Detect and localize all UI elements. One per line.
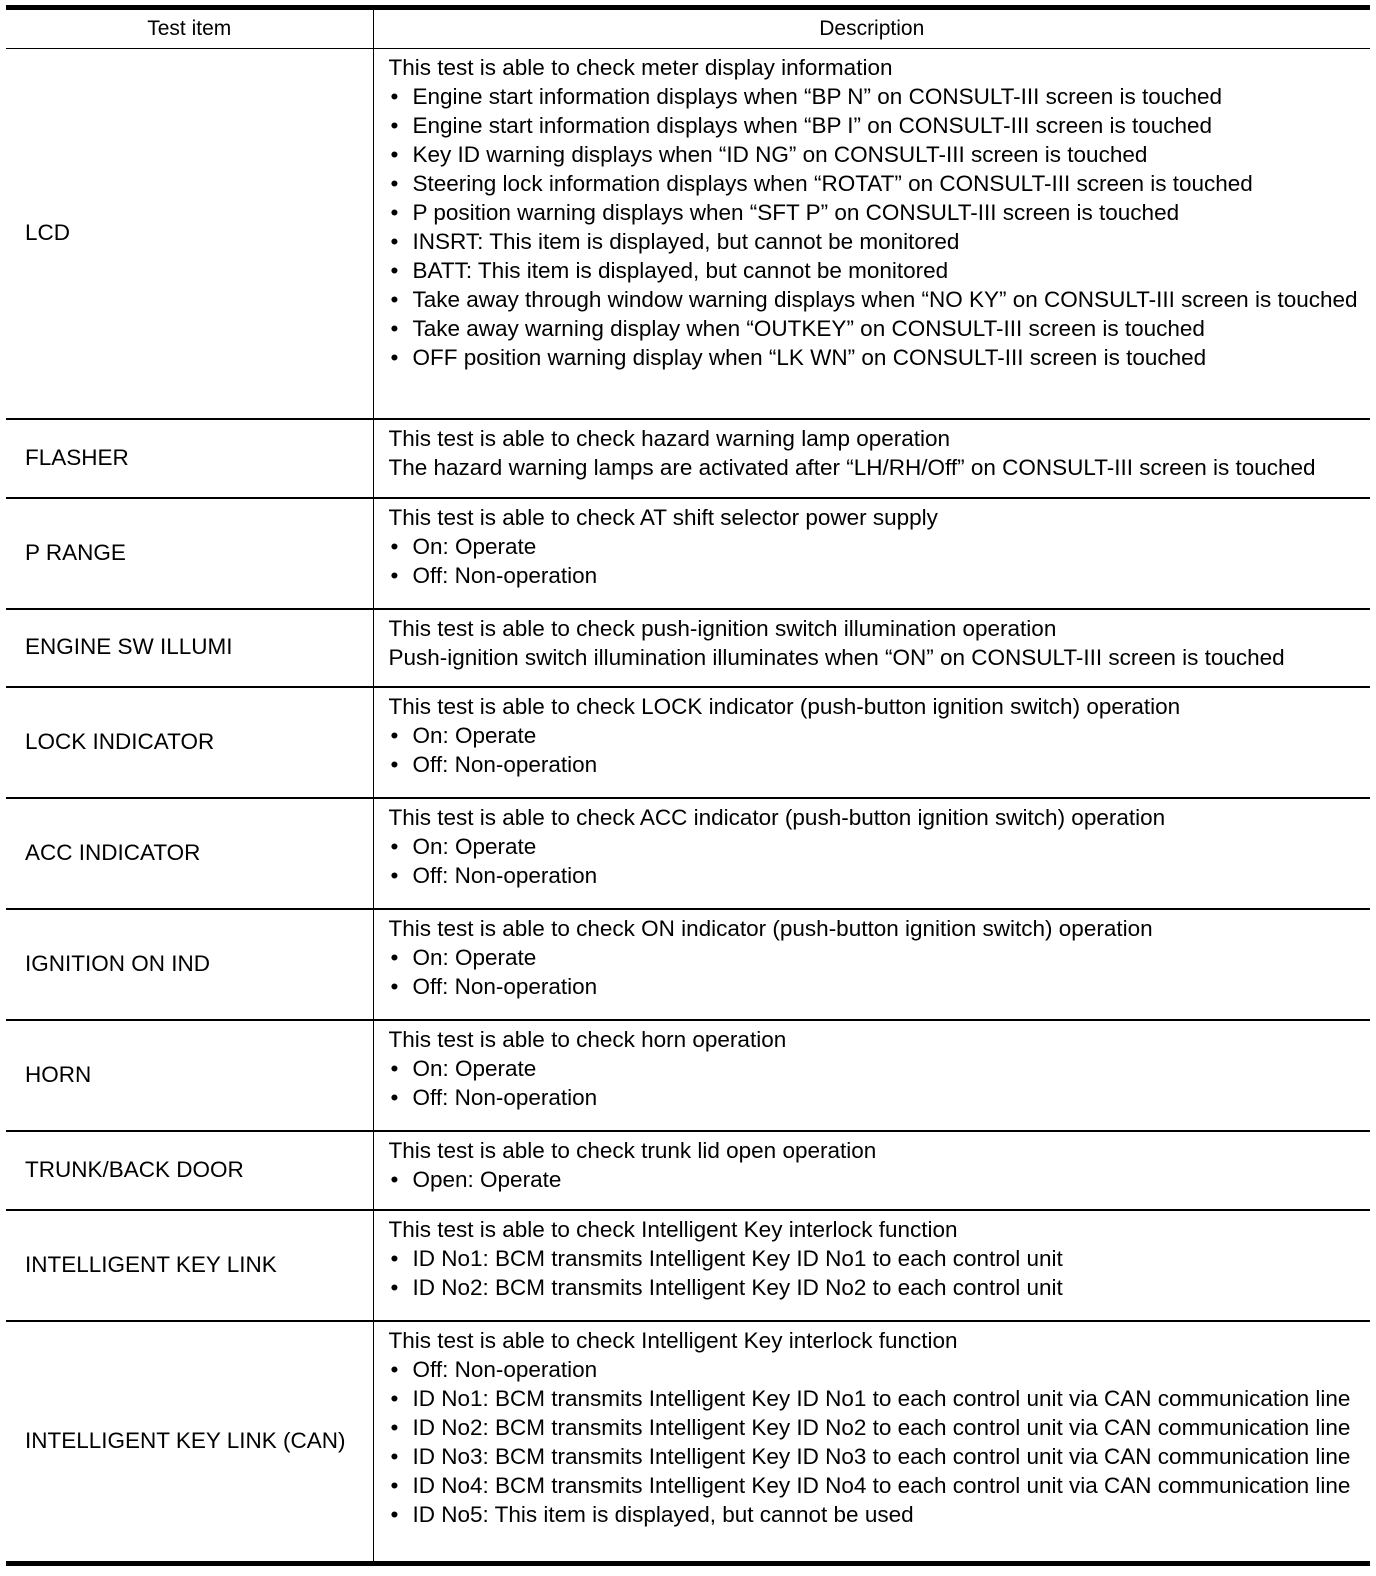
- bullet-list: [389, 721, 1367, 779]
- description-line: This test is able to check AT shift selector power supply: [388, 504, 938, 530]
- header-description: Description: [373, 8, 1370, 49]
- description-line: This test is able to check ON indicator (push-button ignition switch) operation: [388, 916, 1153, 942]
- description-line: Push-ignition switch illumination illuminates when “ON” on CONSULT-III screen is touched: [388, 644, 1285, 670]
- test-item-cell: IGNITION ON IND: [6, 909, 373, 1020]
- test-item-cell: LCD: [25, 220, 71, 246]
- bullet-item: • On: Operate: [389, 1054, 1367, 1083]
- test-item-cell: INTELLIGENT KEY LINK (CAN): [6, 1321, 373, 1564]
- description-line: The hazard warning lamps are activated after “LH/RH/Off” on CONSULT-III screen is touched: [388, 455, 1316, 481]
- description-line: This test is able to check hazard warning lamp operation: [388, 426, 951, 452]
- bullet-item: • ID No2: BCM transmits Intelligent Key ID No2 to each control unit: [389, 1273, 1367, 1302]
- test-item-cell: P RANGE: [6, 498, 373, 609]
- bullet-item: • Engine start information displays when “BP I” on CONSULT-III screen is touched: [389, 111, 1367, 140]
- bullet-item: • ID No4: BCM transmits Intelligent Key ID No4 to each control unit via CAN communication line: [389, 1471, 1367, 1500]
- description-cell: [373, 419, 1370, 497]
- test-item-cell: LOCK INDICATOR: [6, 687, 373, 798]
- description-cell: [373, 498, 1370, 609]
- bullet-item: • Take away through window warning displays when “NO KY” on CONSULT-III screen is touched: [389, 285, 1367, 314]
- bullet-item: • Off: Non-operation: [389, 1083, 1367, 1112]
- bullet-item: • ID No3: BCM transmits Intelligent Key ID No3 to each control unit via CAN communication line: [389, 1442, 1367, 1471]
- test-item-cell: HORN: [6, 1020, 373, 1131]
- bullet-list: [389, 1165, 1367, 1194]
- description-cell: [373, 1321, 1370, 1564]
- description-cell: [373, 1210, 1370, 1321]
- bullet-item: • On: Operate: [389, 943, 1367, 972]
- bullet-item: • Off: Non-operation: [389, 861, 1367, 890]
- bullet-item: • Take away warning display when “OUTKEY” on CONSULT-III screen is touched: [389, 314, 1367, 343]
- bullet-item: • ID No2: BCM transmits Intelligent Key ID No2 to each control unit via CAN communication line: [389, 1413, 1367, 1442]
- test-item-cell: ENGINE SW ILLUMI: [6, 609, 373, 687]
- bullet-item: • Key ID warning displays when “ID NG” on CONSULT-III screen is touched: [389, 140, 1367, 169]
- table-row: [6, 609, 1370, 687]
- table-row: [6, 798, 1370, 909]
- bullet-item: • BATT: This item is displayed, but cannot be monitored: [389, 256, 1367, 285]
- test-item-cell: FLASHER: [6, 419, 373, 497]
- description-line: This test is able to check horn operation: [388, 1027, 787, 1053]
- bullet-item: • ID No1: BCM transmits Intelligent Key ID No1 to each control unit: [389, 1244, 1367, 1273]
- table-row: [6, 1131, 1370, 1209]
- test-item-cell: ACC INDICATOR: [6, 798, 373, 909]
- bullet-item: • Engine start information displays when “BP N” on CONSULT-III screen is touched: [389, 82, 1367, 111]
- description-line: This test is able to check Intelligent Key interlock function: [388, 1327, 958, 1353]
- active-test-table: [6, 5, 1370, 1566]
- table-row: [6, 687, 1370, 798]
- bullet-item: • Off: Non-operation: [389, 1355, 1367, 1384]
- description-cell: [373, 49, 1370, 420]
- table-row: [6, 49, 1370, 420]
- bullet-list: [389, 532, 1367, 590]
- test-item-cell: INTELLIGENT KEY LINK: [6, 1210, 373, 1321]
- description-cell: [373, 1020, 1370, 1131]
- description-cell: [373, 1131, 1370, 1209]
- table-row: [6, 909, 1370, 1020]
- description-cell: [373, 798, 1370, 909]
- bullet-list: [389, 943, 1367, 1001]
- description-line: This test is able to check trunk lid open operation: [388, 1138, 877, 1164]
- test-item-cell: TRUNK/BACK DOOR: [6, 1131, 373, 1209]
- table-row: [6, 1321, 1370, 1564]
- description-cell: [373, 609, 1370, 687]
- description-line: This test is able to check Intelligent Key interlock function: [388, 1216, 958, 1242]
- description-line: This test is able to check LOCK indicator (push-button ignition switch) operation: [388, 694, 1181, 720]
- bullet-item: • ID No1: BCM transmits Intelligent Key ID No1 to each control unit via CAN communication line: [389, 1384, 1367, 1413]
- bullet-list: [389, 1355, 1367, 1529]
- bullet-item: • INSRT: This item is displayed, but cannot be monitored: [389, 227, 1367, 256]
- bullet-item: • On: Operate: [389, 532, 1367, 561]
- header-row: [6, 8, 1370, 49]
- bullet-item: • P position warning displays when “SFT P” on CONSULT-III screen is touched: [389, 198, 1367, 227]
- bullet-item: • On: Operate: [389, 832, 1367, 861]
- bullet-item: • Off: Non-operation: [389, 972, 1367, 1001]
- table-row: [6, 1210, 1370, 1321]
- bullet-item: • OFF position warning display when “LK WN” on CONSULT-III screen is touched: [389, 343, 1367, 372]
- bullet-item: • Off: Non-operation: [389, 561, 1367, 590]
- bullet-item: • Off: Non-operation: [389, 750, 1367, 779]
- description-cell: [373, 687, 1370, 798]
- table-row: [6, 419, 1370, 497]
- description-line: This test is able to check ACC indicator (push-button ignition switch) operation: [388, 805, 1166, 831]
- bullet-list: [389, 832, 1367, 890]
- description-line: This test is able to check push-ignition switch illumination operation: [388, 615, 1057, 641]
- table-row: [6, 1020, 1370, 1131]
- description-cell: [373, 909, 1370, 1020]
- header-test-item: Test item: [6, 8, 373, 49]
- bullet-list: [389, 1054, 1367, 1112]
- description-line: This test is able to check meter display information: [388, 55, 893, 80]
- bullet-item: • Open: Operate: [389, 1165, 1367, 1194]
- bullet-item: • ID No5: This item is displayed, but cannot be used: [389, 1500, 1367, 1529]
- bullet-item: • On: Operate: [389, 721, 1367, 750]
- bullet-item: • Steering lock information displays when “ROTAT” on CONSULT-III screen is touched: [389, 169, 1367, 198]
- bullet-list: [389, 82, 1367, 372]
- table-body: [6, 49, 1370, 1564]
- table-row: [6, 498, 1370, 609]
- bullet-list: [389, 1244, 1367, 1302]
